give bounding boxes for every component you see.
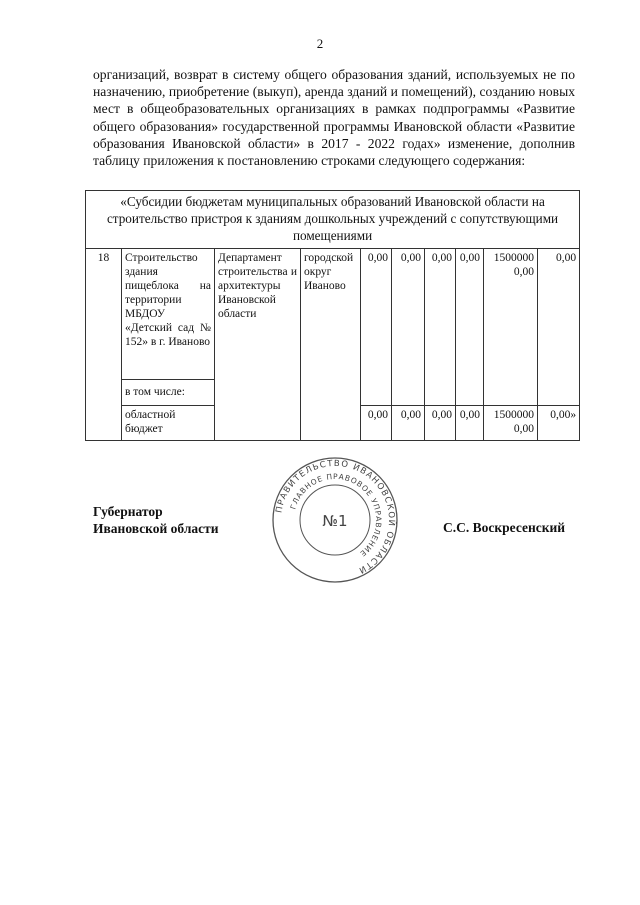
regional-value-4: 0,00 (456, 406, 484, 441)
regional-value-5: 1500000 0,00 (484, 406, 538, 441)
subtotal-label: в том числе: (122, 380, 215, 406)
regional-value-3: 0,00 (425, 406, 456, 441)
stamp-outer-text: ПРАВИТЕЛЬСТВО ИВАНОВСКОЙ ОБЛАСТИ (274, 458, 397, 576)
stamp-number: №1 (322, 512, 348, 530)
official-stamp (270, 455, 400, 585)
signature-title-line1: Губернатор (93, 504, 163, 519)
signature-title (93, 503, 219, 537)
page-number: 2 (316, 36, 324, 51)
value-2: 0,00 (392, 249, 425, 406)
row-number: 18 (86, 249, 122, 441)
executor: Департамент строительства и архитектуры Ивановской области (215, 249, 301, 441)
intro-text: организаций, возврат в систему общего образования зданий, используемых не по назначению, приобретение (выкуп), аренда зданий и помещений), созданию новых мест в общеобразовательных организациях в рамках подпрограммы «Развитие общего образования» государственной программы Ивановской области «Развитие образования Ивановской области» в 2017 - 2022 годах» изменение, дополнив таблицу приложения к постановлению строками следующего содержания: (93, 67, 575, 169)
table-caption: «Субсидии бюджетам муниципальных образований Ивановской области на строительство пристроя к зданиям дошкольных учреждений с сопутствующими помещениями (86, 191, 580, 249)
value-5: 1500000 0,00 (484, 249, 538, 406)
intro-paragraph (93, 66, 575, 169)
signature-title-line2: Ивановской области (93, 521, 219, 536)
regional-budget-label: областной бюджет (122, 406, 215, 441)
value-6: 0,00 (538, 249, 580, 406)
project-name: Строительство здания пищеблока на территории МБДОУ «Детский сад № 152» в г. Иваново (122, 249, 215, 380)
regional-value-1: 0,00 (361, 406, 392, 441)
regional-value-2: 0,00 (392, 406, 425, 441)
signatory-name: С.С. Воскресенский (443, 520, 566, 535)
municipality: городской округ Иваново (301, 249, 361, 441)
value-4: 0,00 (456, 249, 484, 406)
table-row (86, 249, 580, 380)
value-1: 0,00 (361, 249, 392, 406)
stamp-inner-text: ГЛАВНОЕ ПРАВОВОЕ УПРАВЛЕНИЕ (288, 471, 384, 559)
subsidy-table (85, 190, 580, 441)
value-3: 0,00 (425, 249, 456, 406)
regional-value-6: 0,00» (538, 406, 580, 441)
